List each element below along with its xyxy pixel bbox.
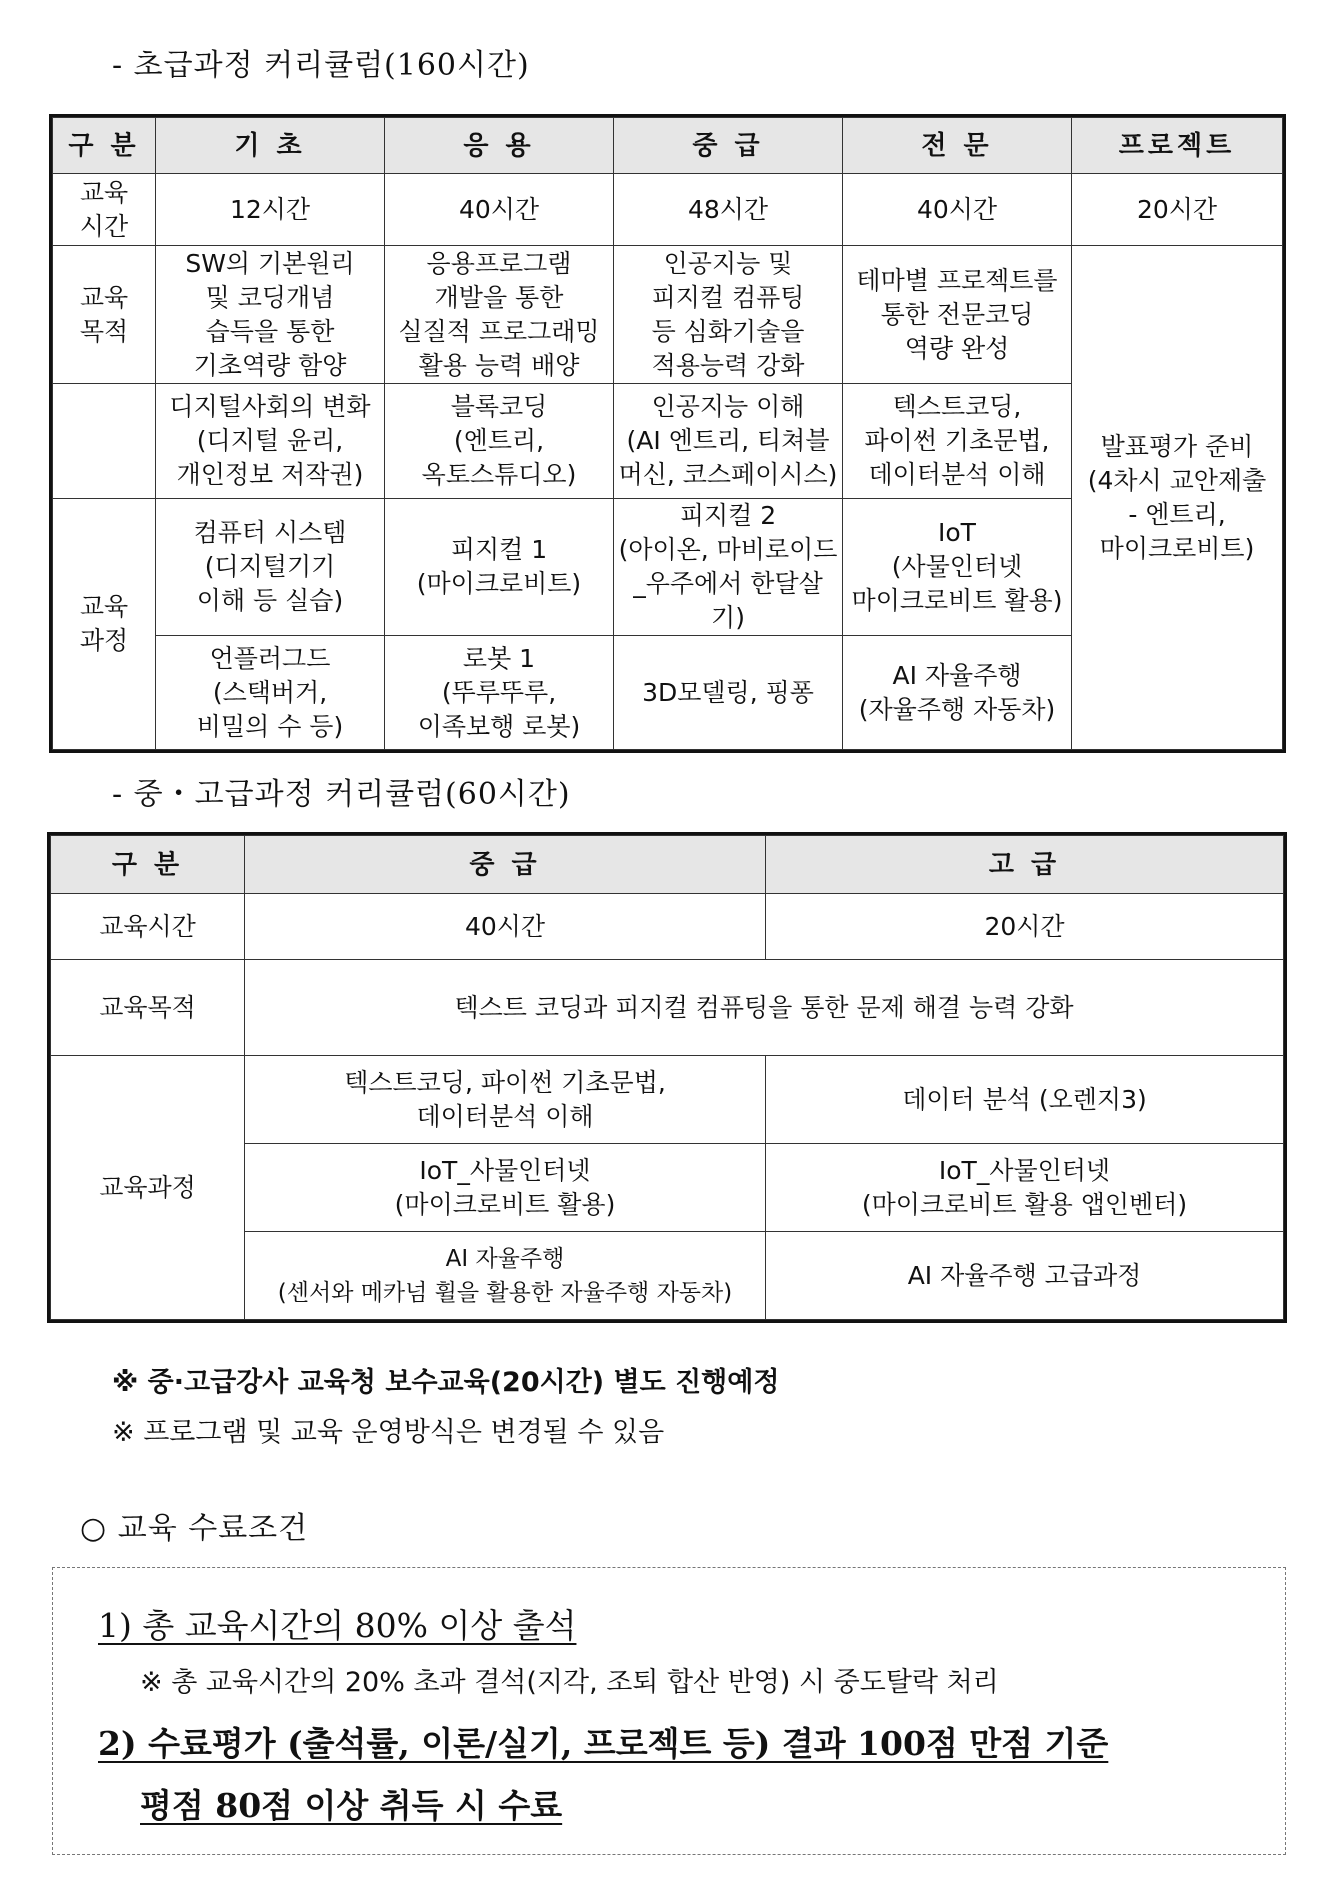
course-advanced-1: 데이터 분석 (오렌지3) (766, 1056, 1284, 1144)
course-intermediate-1: 텍스트코딩, 파이썬 기초문법, 데이터분석 이해 (245, 1056, 766, 1144)
header-basic: 기 초 (156, 118, 385, 174)
hours-intermediate: 48시간 (614, 174, 843, 246)
header-applied: 응 용 (385, 118, 614, 174)
hours-row (53, 174, 1283, 246)
course-expert-2: IoT (사물인터넷 마이크로비트 활용) (843, 499, 1072, 636)
purpose-expert: 테마별 프로젝트를 통한 전문코딩 역량 완성 (843, 246, 1072, 384)
completion-item-1-text: 1) 총 교육시간의 80% 이상 출석 (98, 1606, 577, 1645)
course-applied-3: 로봇 1 (뚜루뚜루, 이족보행 로봇) (385, 636, 614, 750)
course-row-1 (51, 1056, 1284, 1144)
course-advanced-3: AI 자율주행 고급과정 (766, 1232, 1284, 1320)
course-intermediate-3: AI 자율주행 (센서와 메카넘 휠을 활용한 자율주행 자동차) (245, 1232, 766, 1320)
hours-advanced: 20시간 (766, 894, 1284, 960)
course-advanced-2: IoT_사물인터넷 (마이크로비트 활용 앱인벤터) (766, 1144, 1284, 1232)
completion-item-1-note: ※ 총 교육시간의 20% 초과 결석(지각, 조퇴 합산 반영) 시 중도탈락 처리 (140, 1667, 999, 1698)
beginner-curriculum-table (52, 117, 1283, 750)
course-basic-2: 컴퓨터 시스템 (디지털기기 이해 등 실습) (156, 499, 385, 636)
header-project: 프로젝트 (1072, 118, 1283, 174)
course-expert-3: AI 자율주행 (자율주행 자동차) (843, 636, 1072, 750)
section1-title: - 초급과정 커리큘럼(160시간) (112, 48, 530, 83)
section2-title: - 중・고급과정 커리큘럼(60시간) (112, 777, 571, 812)
note-change: ※ 프로그램 및 교육 운영방식은 변경될 수 있음 (112, 1417, 665, 1448)
purpose-basic: SW의 기본원리 및 코딩개념 습득을 통한 기초역량 함양 (156, 246, 385, 384)
purpose-label-spacer (53, 384, 156, 499)
header-category: 구 분 (51, 836, 245, 894)
course-intermediate-2: 피지컬 2 (아이온, 마비로이드 _우주에서 한달살기) (614, 499, 843, 636)
header-category: 구 분 (53, 118, 156, 174)
hours-label: 교육시간 (51, 894, 245, 960)
course-intermediate-2: IoT_사물인터넷 (마이크로비트 활용) (245, 1144, 766, 1232)
header-intermediate: 중 급 (614, 118, 843, 174)
table-header-row (53, 118, 1283, 174)
course-label: 교육과정 (51, 1056, 245, 1320)
course-basic-1: 디지털사회의 변화 (디지털 윤리, 개인정보 저작권) (156, 384, 385, 499)
course-basic-3: 언플러그드 (스택버거, 비밀의 수 등) (156, 636, 385, 750)
purpose-intermediate: 인공지능 및 피지컬 컴퓨팅 등 심화기술을 적용능력 강화 (614, 246, 843, 384)
hours-project: 20시간 (1072, 174, 1283, 246)
course-expert-1: 텍스트코딩, 파이썬 기초문법, 데이터분석 이해 (843, 384, 1072, 499)
note-training: ※ 중·고급강사 교육청 보수교육(20시간) 별도 진행예정 (112, 1367, 780, 1398)
project-description: 발표평가 준비 (4차시 교안제출 - 엔트리, 마이크로비트) (1072, 246, 1283, 750)
table-header-row (51, 836, 1284, 894)
hours-expert: 40시간 (843, 174, 1072, 246)
header-intermediate: 중 급 (245, 836, 766, 894)
completion-item-1 (98, 1600, 576, 1647)
completion-item-2 (98, 1718, 1108, 1765)
hours-applied: 40시간 (385, 174, 614, 246)
header-expert: 전 문 (843, 118, 1072, 174)
hours-basic: 12시간 (156, 174, 385, 246)
course-applied-1: 블록코딩 (엔트리, 옥토스튜디오) (385, 384, 614, 499)
completion-item-2-cont (140, 1780, 562, 1827)
completion-item-2-cont-text: 평점 80점 이상 취득 시 수료 (140, 1786, 563, 1825)
header-advanced: 고 급 (766, 836, 1284, 894)
completion-title: ○ 교육 수료조건 (80, 1511, 309, 1546)
purpose-row (51, 960, 1284, 1056)
hours-label: 교육 시간 (53, 174, 156, 246)
hours-intermediate: 40시간 (245, 894, 766, 960)
completion-item-2-text: 2) 수료평가 (출석률, 이론/실기, 프로젝트 등) 결과 100점 만점 기준 (98, 1724, 1109, 1763)
course-applied-2: 피지컬 1 (마이크로비트) (385, 499, 614, 636)
purpose-row (53, 246, 1283, 384)
hours-row (51, 894, 1284, 960)
advanced-curriculum-table (50, 835, 1284, 1320)
purpose-label: 교육목적 (51, 960, 245, 1056)
purpose-text: 텍스트 코딩과 피지컬 컴퓨팅을 통한 문제 해결 능력 강화 (245, 960, 1284, 1056)
course-intermediate-3: 3D모델링, 핑퐁 (614, 636, 843, 750)
course-label: 교육 과정 (53, 499, 156, 750)
course-intermediate-1: 인공지능 이해 (AI 엔트리, 티쳐블 머신, 코스페이시스) (614, 384, 843, 499)
purpose-applied: 응용프로그램 개발을 통한 실질적 프로그래밍 활용 능력 배양 (385, 246, 614, 384)
purpose-label: 교육 목적 (53, 246, 156, 384)
